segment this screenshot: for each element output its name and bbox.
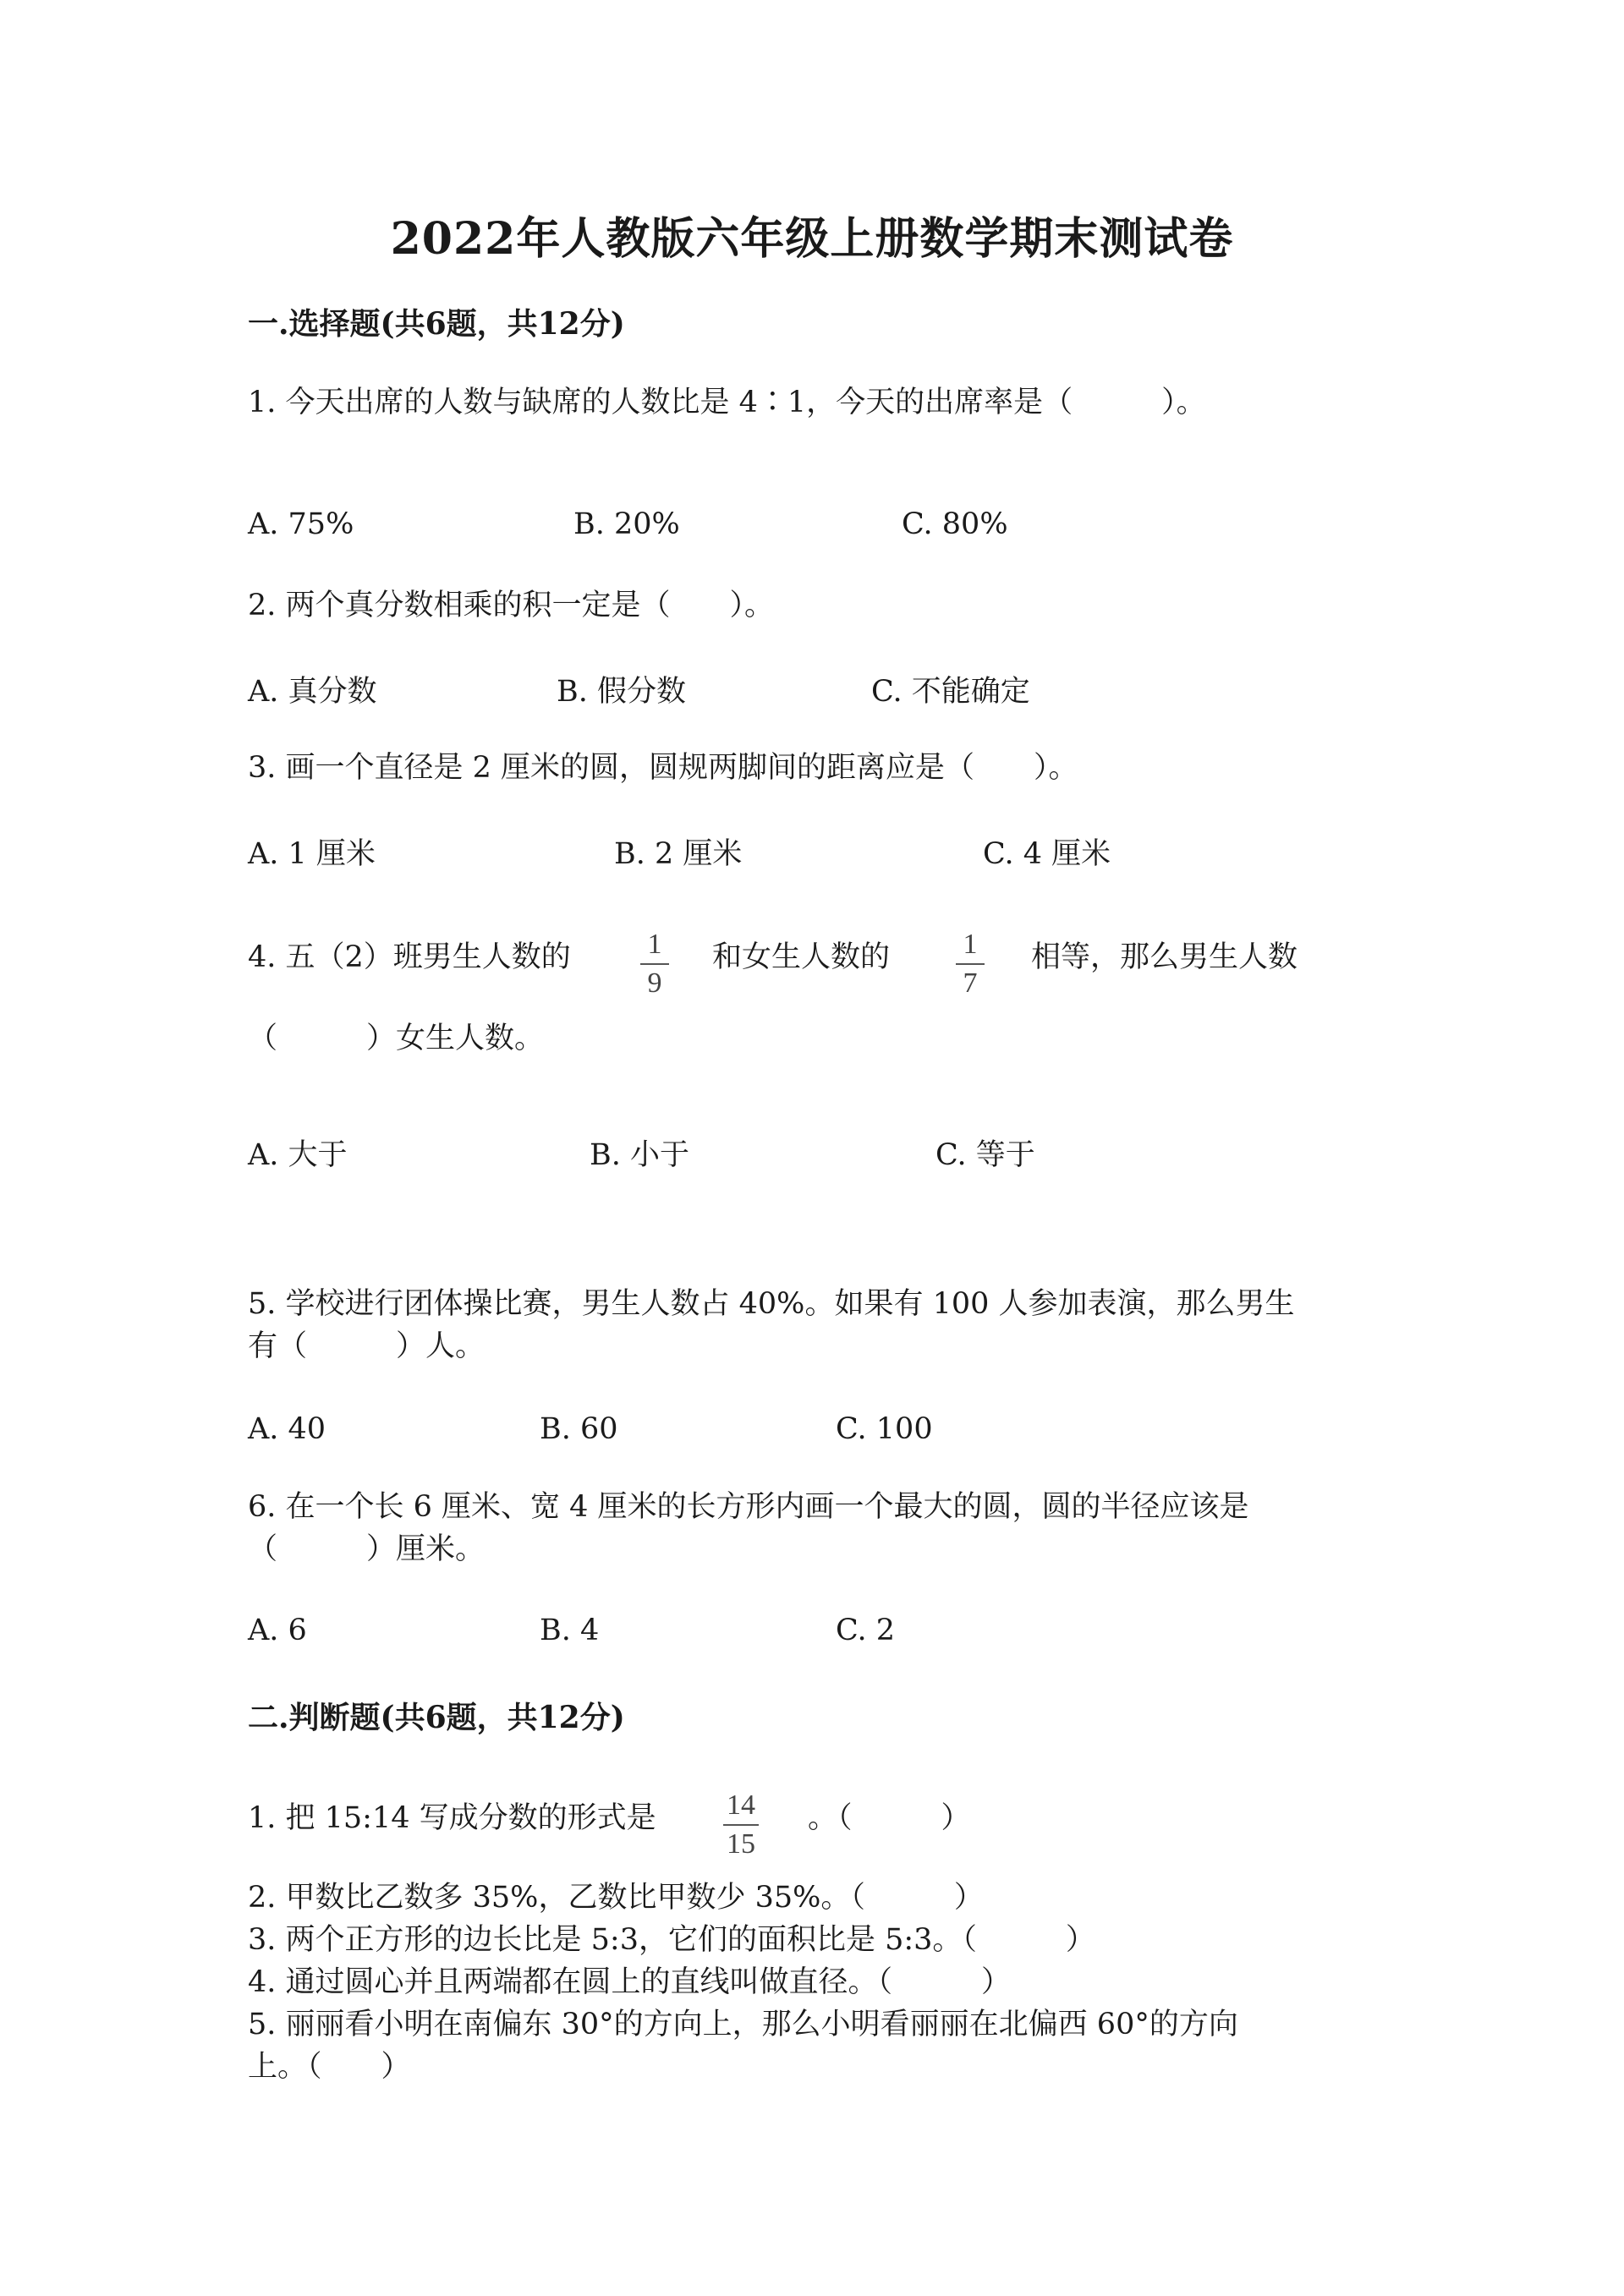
question-1-option-c: C. 80% <box>902 507 1008 541</box>
question-6-option-c: C. 2 <box>836 1614 896 1647</box>
question-4-option-c: C. 等于 <box>935 1138 1035 1172</box>
judgement-2-text: 2. 甲数比乙数多 35%，乙数比甲数少 35%。（ ） <box>248 1881 984 1915</box>
question-5-line-2: 有（ ）人。 <box>248 1329 486 1363</box>
fraction-bar <box>956 963 985 965</box>
fraction-denominator: 9 <box>647 967 662 999</box>
judgement-1-text-a: 1. 把 15:14 写成分数的形式是 <box>248 1801 656 1835</box>
question-5-option-a: A. 40 <box>248 1412 326 1446</box>
fraction-one-seventh <box>956 930 985 998</box>
question-6-line-2: （ ）厘米。 <box>248 1532 486 1566</box>
fraction-denominator: 15 <box>727 1828 755 1860</box>
page-title: 2022年人教版六年级上册数学期末测试卷 <box>390 213 1234 265</box>
question-4-text-d: （ ）女生人数。 <box>248 1022 545 1055</box>
fraction-numerator: 1 <box>963 929 978 960</box>
judgement-5-line-1: 5. 丽丽看小明在南偏东 30°的方向上，那么小明看丽丽在北偏西 60°的方向 <box>248 2008 1238 2041</box>
fraction-numerator: 14 <box>727 1789 755 1821</box>
question-6-line-1: 6. 在一个长 6 厘米、宽 4 厘米的长方形内画一个最大的圆，圆的半径应该是 <box>248 1490 1249 1524</box>
judgement-5-line-2: 上。（ ） <box>248 2050 411 2084</box>
question-2-option-b: B. 假分数 <box>557 675 686 709</box>
fraction-numerator: 1 <box>647 929 662 960</box>
judgement-1-text-b: 。（ ） <box>808 1801 971 1835</box>
question-4-text-b: 和女生人数的 <box>712 940 891 974</box>
question-3-text: 3. 画一个直径是 2 厘米的圆，圆规两脚间的距离应是（ ）。 <box>248 751 1078 785</box>
question-4-text-c: 相等，那么男生人数 <box>1031 940 1298 974</box>
question-1-text: 1. 今天出席的人数与缺席的人数比是 4∶1，今天的出席率是（ ）。 <box>248 386 1206 419</box>
judgement-4-text: 4. 通过圆心并且两端都在圆上的直线叫做直径。（ ） <box>248 1965 1012 1999</box>
question-6-option-b: B. 4 <box>540 1614 600 1647</box>
fraction-denominator: 7 <box>963 967 978 999</box>
question-4-option-b: B. 小于 <box>590 1138 689 1172</box>
question-1-option-b: B. 20% <box>573 507 680 541</box>
question-5-option-b: B. 60 <box>540 1412 618 1446</box>
fraction-fourteen-fifteenths <box>723 1791 759 1859</box>
fraction-one-ninth <box>640 930 669 998</box>
question-5-line-1: 5. 学校进行团体操比赛，男生人数占 40%。如果有 100 人参加表演，那么男生 <box>248 1287 1295 1321</box>
fraction-bar <box>640 963 669 965</box>
fraction-bar <box>723 1824 759 1826</box>
question-3-option-a: A. 1 厘米 <box>248 837 376 871</box>
section-heading-judgement: 二.判断题(共6题，共12分) <box>248 1700 625 1735</box>
judgement-3-text: 3. 两个正方形的边长比是 5:3，它们的面积比是 5:3。（ ） <box>248 1923 1095 1957</box>
question-2-option-c: C. 不能确定 <box>871 675 1030 709</box>
section-heading-choice: 一.选择题(共6题，共12分) <box>248 306 625 342</box>
question-2-option-a: A. 真分数 <box>248 675 377 709</box>
question-4-option-a: A. 大于 <box>248 1138 348 1172</box>
question-3-option-c: C. 4 厘米 <box>983 837 1111 871</box>
question-5-option-c: C. 100 <box>836 1412 933 1446</box>
question-6-option-a: A. 6 <box>248 1614 307 1647</box>
question-4-text-a: 4. 五（2）班男生人数的 <box>248 940 571 974</box>
question-1-option-a: A. 75% <box>248 507 354 541</box>
question-3-option-b: B. 2 厘米 <box>614 837 743 871</box>
question-2-text: 2. 两个真分数相乘的积一定是（ ）。 <box>248 589 775 622</box>
